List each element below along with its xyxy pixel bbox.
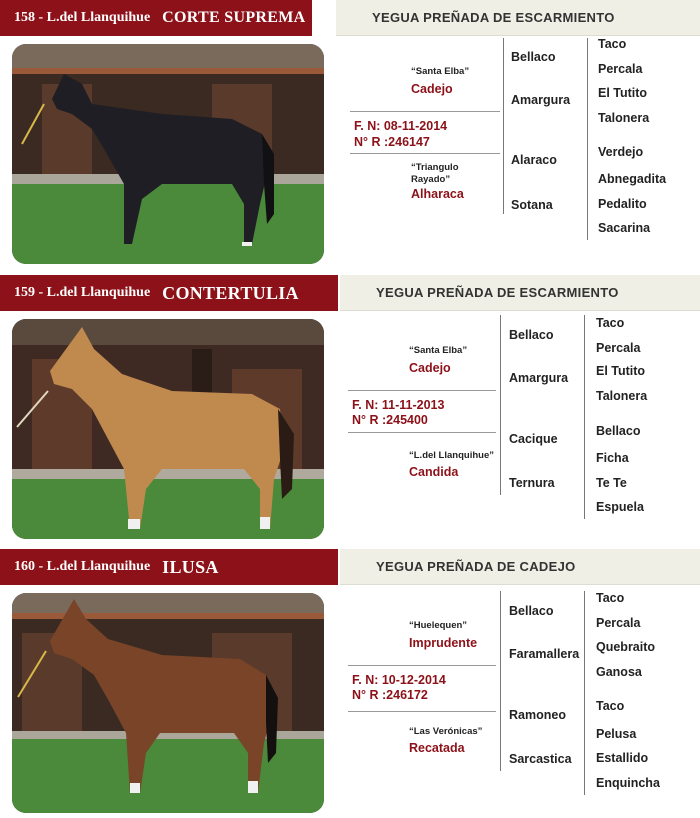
sire-name: Cadejo [409, 361, 451, 375]
sire-breeder: “Santa Elba” [411, 66, 470, 77]
sire-breeder: “Santa Elba” [409, 345, 468, 356]
registry-number: N° R :246147 [354, 135, 430, 149]
great-grandparent: Te Te [596, 476, 627, 490]
grandparent: Faramallera [509, 647, 580, 661]
lot-subtitle: YEGUA PREÑADA DE ESCARMIENTO [336, 0, 700, 36]
horse-name: CONTERTULIA [162, 282, 299, 303]
grandparent: Cacique [509, 432, 558, 446]
lot-160 [0, 549, 700, 818]
great-grandparent: Talonera [598, 111, 650, 125]
grandparent: Amargura [511, 93, 571, 107]
grandparent: Bellaco [509, 604, 554, 618]
registry-number: N° R :246172 [352, 688, 428, 702]
birth-date: F. N: 11-11-2013 [352, 398, 445, 412]
grandparent: Alaraco [511, 153, 557, 167]
horse-name: ILUSA [162, 556, 219, 577]
horse-image [12, 44, 324, 264]
lot-title-bar [0, 549, 338, 585]
great-grandparent: Percala [596, 341, 641, 355]
dam-name: Alharaca [411, 187, 464, 201]
lot-id: 159 - L.del Llanquihue [14, 285, 151, 300]
dam-name: Recatada [409, 741, 465, 755]
lot-title-bar [0, 275, 338, 311]
great-grandparent: Espuela [596, 500, 644, 514]
divider [350, 111, 500, 112]
sire-breeder: “Huelequen” [409, 620, 468, 631]
great-grandparent: Estallido [596, 751, 649, 765]
divider [350, 153, 500, 154]
dam-breeder: “Las Verónicas” [409, 726, 483, 737]
lot-header [0, 549, 700, 585]
horse-image [12, 319, 324, 539]
pedigree-bracket [584, 591, 585, 795]
great-grandparent: Abnegadita [598, 172, 667, 186]
great-grandparent: Sacarina [598, 221, 651, 235]
pedigree-bracket [587, 38, 588, 240]
pedigree-bracket [500, 315, 501, 495]
horse-photo [12, 44, 324, 264]
great-grandparent: Bellaco [596, 424, 641, 438]
great-grandparent: Talonera [596, 389, 648, 403]
horse-name: CORTE SUPREMA [162, 9, 306, 26]
lot-title-bar [0, 0, 312, 36]
great-grandparent: El Tutito [596, 364, 646, 378]
great-grandparent: El Tutito [598, 86, 648, 100]
great-grandparent: Verdejo [598, 145, 644, 159]
lot-header [0, 0, 700, 36]
birth-date: F. N: 10-12-2014 [352, 673, 446, 687]
great-grandparent: Taco [596, 699, 625, 713]
grandparent: Bellaco [509, 328, 554, 342]
great-grandparent: Pelusa [596, 727, 637, 741]
sire-name: Imprudente [409, 636, 478, 650]
great-grandparent: Pedalito [598, 197, 647, 211]
horse-photo [12, 593, 324, 813]
grandparent: Ternura [509, 476, 555, 490]
great-grandparent: Percala [598, 62, 643, 76]
horse-photo [12, 319, 324, 539]
pedigree-bracket [584, 315, 585, 519]
lot-158 [0, 0, 700, 273]
lot-id: 160 - L.del Llanquihue [14, 559, 151, 574]
great-grandparent: Ficha [596, 451, 629, 465]
grandparent: Sarcastica [509, 752, 572, 766]
lot-header [0, 275, 700, 311]
lot-id: 158 - L.del Llanquihue [14, 10, 151, 25]
divider [348, 711, 496, 712]
grandparent: Sotana [511, 198, 553, 212]
great-grandparent: Taco [596, 316, 625, 330]
great-grandparent: Ganosa [596, 665, 642, 679]
grandparent: Ramoneo [509, 708, 566, 722]
divider [348, 432, 496, 433]
birth-date: F. N: 08-11-2014 [354, 119, 448, 133]
dam-breeder: “Triangulo Rayado” [411, 162, 459, 185]
pedigree-bracket [500, 591, 501, 771]
horse-image [12, 593, 324, 813]
sire-name: Cadejo [411, 82, 453, 96]
great-grandparent: Percala [596, 616, 641, 630]
grandparent: Bellaco [511, 50, 556, 64]
divider [348, 665, 496, 666]
dam-name: Candida [409, 465, 459, 479]
great-grandparent: Enquincha [596, 776, 660, 790]
dam-breeder: “L.del Llanquihue” [409, 450, 494, 461]
divider [348, 390, 496, 391]
lot-subtitle: YEGUA PREÑADA DE ESCARMIENTO [340, 275, 700, 311]
lot-159 [0, 275, 700, 548]
grandparent: Amargura [509, 371, 569, 385]
great-grandparent: Quebraito [596, 640, 656, 654]
great-grandparent: Taco [598, 37, 627, 51]
great-grandparent: Taco [596, 591, 625, 605]
lot-subtitle: YEGUA PREÑADA DE CADEJO [340, 549, 700, 585]
registry-number: N° R :245400 [352, 413, 428, 427]
pedigree-bracket [503, 38, 504, 214]
